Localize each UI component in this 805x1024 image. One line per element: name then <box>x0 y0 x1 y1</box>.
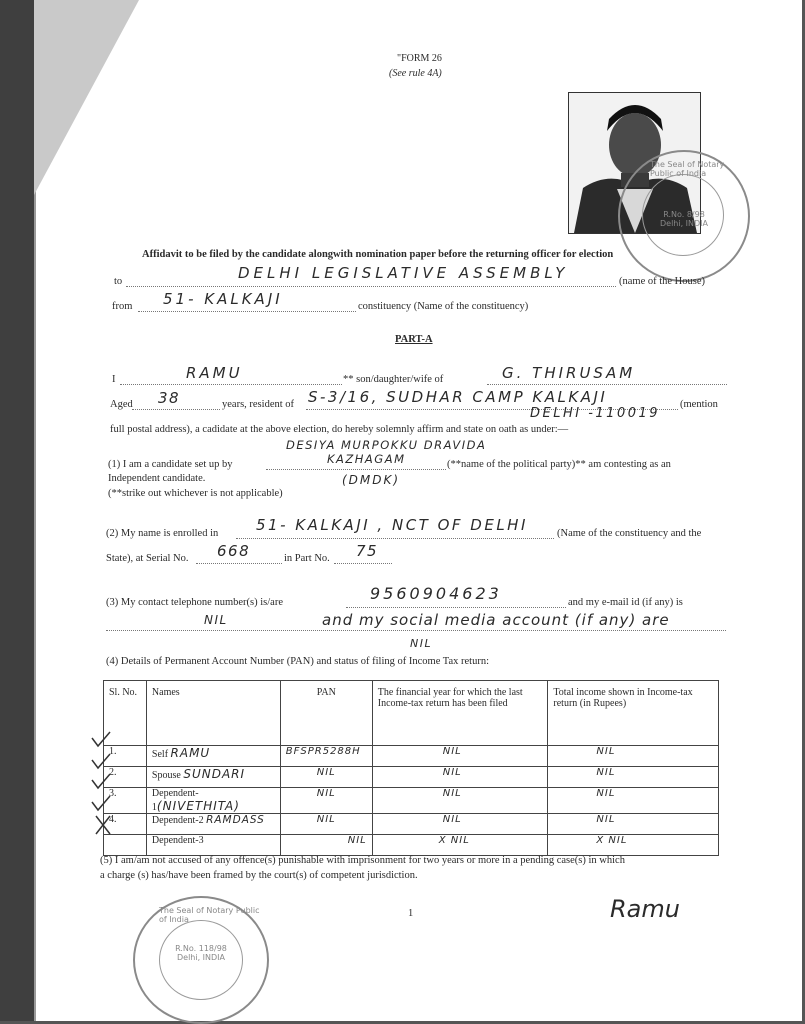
table-row <box>104 835 719 856</box>
row-pan: NIL <box>280 788 372 814</box>
part-no-dotted-line <box>334 563 392 564</box>
item-5-text-line-2: a charge (s) has/have been framed by the court(s) of competent jurisdiction. <box>100 870 418 881</box>
row-year: NIL <box>372 814 548 835</box>
row-person-name: SUNDARI <box>183 767 246 781</box>
enrolled-constituency: 51- KALKAJI , NCT OF DELHI <box>256 516 528 534</box>
party-abbreviation: (DMDK) <box>342 473 401 487</box>
email-value: NIL <box>204 613 228 627</box>
header-names: Names <box>146 681 280 746</box>
row-relation: Self <box>151 749 169 760</box>
name-dotted-line <box>120 384 342 385</box>
row-name-cell <box>146 746 280 767</box>
age-dotted-line <box>132 409 220 410</box>
from-label: from <box>112 301 133 312</box>
aged-label: Aged <box>110 399 133 410</box>
item-2-text: (2) My name is enrolled in <box>106 528 219 539</box>
form-number: "FORM 26 <box>397 53 442 64</box>
notary-seal-top-text: The Seal of Notary Public of India <box>650 160 725 178</box>
row-name-cell <box>146 767 280 788</box>
notary-seal-bottom-text: The Seal of Notary Public of India <box>159 906 260 924</box>
i-label: I <box>112 374 116 385</box>
father-name: G. THIRUSAM <box>502 364 636 382</box>
to-suffix: (name of the House) <box>619 276 706 287</box>
father-dotted-line <box>487 384 727 385</box>
row-person-name: RAMU <box>170 746 211 760</box>
table-row <box>104 814 719 835</box>
item-2-suffix: (Name of the constituency and the <box>557 528 702 539</box>
social-media-text: and my social media account (if any) are <box>322 611 670 629</box>
tick-mark-row-3 <box>92 774 110 788</box>
oath-text: full postal address), a cadidate at the above election, do hereby solemnly affirm and state on oath as under:— <box>110 424 569 435</box>
row-year: NIL <box>372 767 548 788</box>
party-dotted-line <box>266 469 446 470</box>
row-pan: BFSPR5288H <box>280 746 372 767</box>
row-relation: Dependent-2 <box>151 815 204 826</box>
table-row <box>104 788 719 814</box>
row-sl: 4. <box>104 814 147 835</box>
affidavit-title: Affidavit to be filed by the candidate alongwith nomination paper before the returning officer for election <box>142 249 614 260</box>
notary-seal-top <box>618 150 750 282</box>
part-number: 75 <box>356 542 379 560</box>
row-sl: 2. <box>104 767 147 788</box>
row-relation: Dependent-3 <box>151 835 204 846</box>
row-income: NIL <box>548 746 719 767</box>
address-line-2: DELHI -110019 <box>530 406 661 421</box>
phone-number: 9560904623 <box>370 584 502 603</box>
address-line-1: S-3/16, SUDHAR CAMP KALKAJI <box>308 388 608 406</box>
candidate-name: RAMU <box>186 364 243 382</box>
row-pan: NIL <box>280 814 372 835</box>
row-person-name: (NIVETHITA) <box>156 799 240 813</box>
item-5-text-line-1: (5) I am/am not accused of any offence(s) punishable with imprisonment for two years or more in a pending case(s) in which <box>100 855 625 866</box>
serial-number: 668 <box>217 542 251 560</box>
row-year: X NIL <box>372 835 548 856</box>
table-row <box>104 767 719 788</box>
row-year: NIL <box>372 788 548 814</box>
table-row <box>104 746 719 767</box>
notary-seal-bottom-number: R.No. 118/98 Delhi, INDIA <box>175 944 227 962</box>
row-name-cell <box>146 814 280 835</box>
house-name: DELHI LEGISLATIVE ASSEMBLY <box>238 264 569 282</box>
social-media-value: NIL <box>410 637 433 650</box>
pan-table-header <box>104 681 719 746</box>
row-income: NIL <box>548 788 719 814</box>
item-4-text: (4) Details of Permanent Account Number (PAN) and status of filing of Income Tax return: <box>106 656 490 667</box>
row-income: NIL <box>548 767 719 788</box>
resident-label: years, resident of <box>222 399 295 410</box>
item-3-text: (3) My contact telephone number(s) is/are <box>106 597 283 608</box>
cross-mark-row-5 <box>96 816 110 834</box>
from-suffix: constituency (Name of the constituency) <box>358 301 529 312</box>
item-1-suffix: (**name of the political party)** am contesting as an <box>447 459 671 470</box>
mention-label: (mention <box>680 399 718 410</box>
page-mark: 1 <box>408 908 414 919</box>
form-rule: (See rule 4A) <box>389 68 442 79</box>
candidate-age: 38 <box>158 389 181 407</box>
notary-seal-top-number: R.No. 8/98 Delhi, INDIA <box>659 210 709 228</box>
tick-mark-row-4 <box>92 796 110 810</box>
header-financial-year: The financial year for which the last Income-tax return has been filed <box>372 681 548 746</box>
candidate-signature: Ramu <box>610 895 680 923</box>
serial-label: State), at Serial No. <box>106 553 189 564</box>
party-name-line-1: DESIYA MURPOKKU DRAVIDA <box>286 438 487 452</box>
folded-corner <box>34 0 139 195</box>
tick-marks <box>88 728 128 838</box>
part-no-label: in Part No. <box>284 553 330 564</box>
item-1-text: (1) I am a candidate set up by <box>108 459 233 470</box>
tick-mark-row-2 <box>92 754 110 768</box>
row-name-cell <box>146 788 280 814</box>
row-relation: Spouse <box>151 770 181 781</box>
to-dotted-line <box>126 286 616 287</box>
row-pan: NIL <box>280 767 372 788</box>
enrolled-dotted-line <box>236 538 554 539</box>
header-pan: PAN <box>280 681 372 746</box>
header-sl-no: Sl. No. <box>104 681 147 746</box>
strike-out-note: (**strike out whichever is not applicable) <box>108 488 283 499</box>
pan-table <box>103 680 719 856</box>
to-label: to <box>114 276 123 287</box>
constituency-name: 51- KALKAJI <box>163 290 283 308</box>
son-of-label: ** son/daughter/wife of <box>343 374 444 385</box>
header-total-income: Total income shown in Income-tax return (in Rupees) <box>548 681 719 746</box>
part-a-heading: PART-A <box>395 334 433 345</box>
row-income: X NIL <box>548 835 719 856</box>
row-sl: 1. <box>104 746 147 767</box>
row-pan: NIL <box>280 835 372 856</box>
independent-candidate-text: Independent candidate. <box>108 473 206 484</box>
email-dotted-line <box>106 630 726 631</box>
row-year: NIL <box>372 746 548 767</box>
row-person-name: RAMDASS <box>206 814 265 826</box>
row-name-cell <box>146 835 280 856</box>
row-relation: Dependent-1 <box>151 788 199 813</box>
party-name-line-2: KAZHAGAM <box>327 452 406 466</box>
phone-dotted-line <box>346 607 566 608</box>
row-sl: 3. <box>104 788 147 814</box>
row-income: NIL <box>548 814 719 835</box>
serial-dotted-line <box>196 563 282 564</box>
from-dotted-line <box>138 311 356 312</box>
email-label: and my e-mail id (if any) is <box>568 597 683 608</box>
notary-seal-bottom <box>133 896 269 1024</box>
tick-mark-row-1 <box>92 732 110 746</box>
scan-left-edge <box>0 0 34 1024</box>
